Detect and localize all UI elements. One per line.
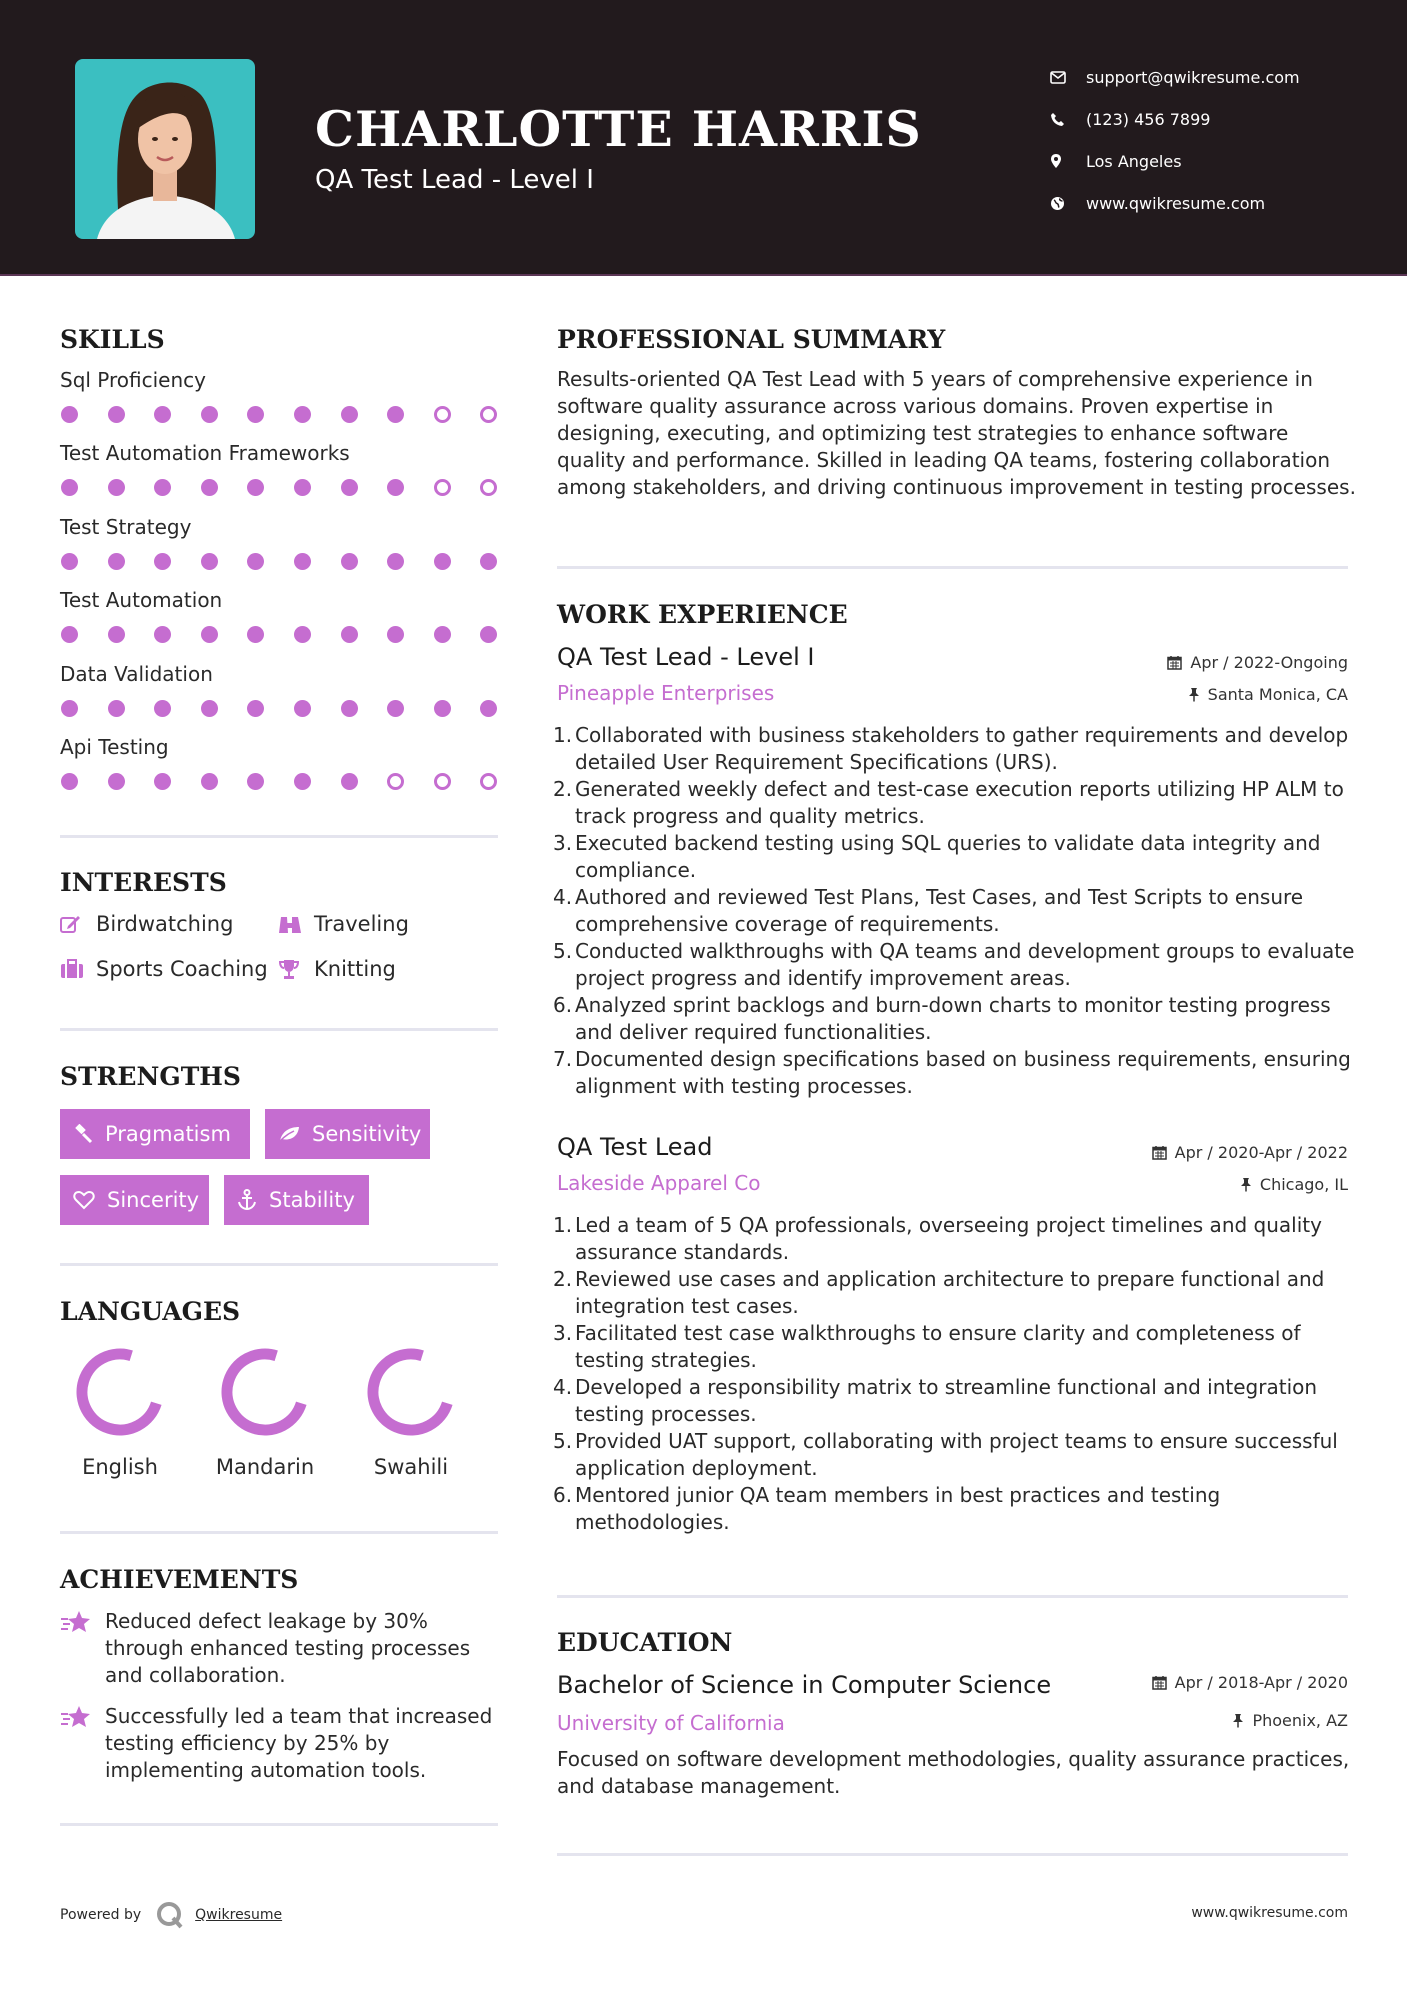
degree-title: Bachelor of Science in Computer Science — [557, 1671, 1052, 1699]
skills-heading: SKILLS — [60, 325, 165, 354]
rating-dot-filled — [154, 626, 171, 643]
rating-dot-filled — [247, 773, 264, 790]
school-name: University of California — [557, 1711, 785, 1735]
rating-dot-filled — [201, 626, 218, 643]
rating-dot-filled — [61, 553, 78, 570]
contact-email[interactable] — [1050, 56, 1380, 98]
envelope-icon — [1050, 71, 1086, 84]
rating-dot-empty — [480, 479, 497, 496]
rating-dot-filled — [294, 406, 311, 423]
rating-dot-filled — [108, 700, 125, 717]
leaf-icon — [278, 1125, 300, 1143]
education-heading: EDUCATION — [557, 1628, 733, 1657]
language-ring — [366, 1347, 456, 1437]
skill-label: Sql Proficiency — [60, 368, 206, 392]
rating-dot-filled — [294, 553, 311, 570]
section-divider — [60, 835, 498, 838]
job-location — [1188, 685, 1348, 704]
rating-dot-filled — [108, 553, 125, 570]
powered-by-text: Powered by — [60, 1907, 142, 1923]
skill-rating — [61, 626, 527, 643]
rating-dot-filled — [201, 479, 218, 496]
rating-dot-filled — [480, 553, 497, 570]
interest-item — [60, 912, 233, 936]
language-ring — [75, 1347, 165, 1437]
language-item — [351, 1347, 471, 1479]
rating-dot-filled — [247, 626, 264, 643]
achievement-item — [60, 1608, 500, 1689]
rating-dot-filled — [154, 773, 171, 790]
achievement-text: Successfully led a team that increased testing efficiency by 25% by implementing automation tools. — [105, 1704, 493, 1782]
shooting-star-icon — [60, 1608, 105, 1689]
education-location-text: Phoenix, AZ — [1252, 1711, 1348, 1730]
job-bullet: 2. Reviewed use cases and application architecture to prepare functional and integration test cases. — [553, 1267, 1325, 1318]
rating-dot-empty — [434, 406, 451, 423]
job-bullet: 3. Executed backend testing using SQL queries to validate data integrity and compliance. — [553, 831, 1321, 882]
section-divider — [557, 1853, 1348, 1856]
rating-dot-filled — [154, 553, 171, 570]
rating-dot-filled — [294, 479, 311, 496]
rating-dot-empty — [387, 773, 404, 790]
strength-tag — [60, 1175, 209, 1225]
rating-dot-filled — [247, 700, 264, 717]
rating-dot-empty — [434, 773, 451, 790]
contact-email-text: support@qwikresume.com — [1086, 67, 1300, 87]
skill-label: Test Automation — [60, 588, 223, 612]
summary-heading: PROFESSIONAL SUMMARY — [557, 325, 946, 354]
contact-location — [1050, 140, 1380, 182]
contact-location-text: Los Angeles — [1086, 151, 1182, 171]
job-bullet: 5. Conducted walkthroughs with QA teams and development groups to evaluate project progress and identify improvement areas. — [553, 939, 1355, 990]
achievements-heading: ACHIEVEMENTS — [60, 1565, 299, 1594]
skill-rating — [61, 553, 527, 570]
job-bullet: 2. Generated weekly defect and test-case execution reports utilizing HP ALM to track progress and quality metrics. — [553, 777, 1344, 828]
job-location-text: Chicago, IL — [1259, 1175, 1348, 1194]
job-bullet: 4. Developed a responsibility matrix to streamline functional and integration testing processes. — [553, 1375, 1318, 1426]
section-divider — [60, 1531, 498, 1534]
rating-dot-filled — [247, 479, 264, 496]
section-divider — [557, 1595, 1348, 1598]
rating-dot-filled — [201, 553, 218, 570]
strength-tag — [224, 1175, 369, 1225]
candidate-role: QA Test Lead - Level I — [315, 165, 594, 195]
job-bullet: 1. Collaborated with business stakeholders to gather requirements and develop detailed User Requirement Specifications (URS). — [553, 723, 1349, 774]
rating-dot-filled — [108, 406, 125, 423]
skill-rating — [61, 700, 527, 717]
job-bullet: 7. Documented design specifications based on business requirements, ensuring alignment with testing processes. — [553, 1047, 1351, 1098]
pencil-icon — [60, 914, 96, 934]
skill-rating — [61, 773, 527, 790]
company-name: Pineapple Enterprises — [557, 681, 775, 705]
interest-label: Knitting — [314, 957, 396, 981]
rating-dot-filled — [387, 700, 404, 717]
company-name: Lakeside Apparel Co — [557, 1171, 761, 1195]
rating-dot-filled — [154, 406, 171, 423]
skill-label: Data Validation — [60, 662, 213, 686]
job-bullet: 6. Analyzed sprint backlogs and burn-down charts to monitor testing progress and deliver required functionalities. — [553, 993, 1331, 1044]
rating-dot-filled — [61, 773, 78, 790]
rating-dot-filled — [61, 700, 78, 717]
rating-dot-filled — [387, 406, 404, 423]
profile-photo — [75, 59, 255, 239]
powered-by — [60, 1900, 282, 1930]
rating-dot-empty — [480, 773, 497, 790]
interest-label: Sports Coaching — [96, 957, 268, 981]
interests-heading: INTERESTS — [60, 868, 227, 897]
job-bullet: 4. Authored and reviewed Test Plans, Test Cases, and Test Scripts to ensure comprehensive coverage of requirements. — [553, 885, 1304, 936]
strength-label: Sincerity — [107, 1188, 200, 1212]
interest-item — [278, 957, 396, 981]
calendar-icon — [1152, 1675, 1167, 1690]
candidate-name: CHARLOTTE HARRIS — [315, 100, 922, 158]
rating-dot-filled — [154, 479, 171, 496]
rating-dot-filled — [341, 479, 358, 496]
job-location-text: Santa Monica, CA — [1207, 685, 1348, 704]
rating-dot-filled — [341, 626, 358, 643]
summary-text: Results-oriented QA Test Lead with 5 years of comprehensive experience in software quality assurance across various domains. Proven expertise in designing, executing, and optimizing test strategies to enhance software quality and performance. Skilled in leading QA teams, fostering collaboration among stakeholders, and driving continuous improvement in testing processes. — [557, 367, 1356, 499]
rating-dot-filled — [61, 479, 78, 496]
education-dates-text: Apr / 2018-Apr / 2020 — [1174, 1673, 1348, 1692]
rating-dot-empty — [434, 479, 451, 496]
job-bullets — [553, 1212, 1357, 1536]
rating-dot-filled — [434, 700, 451, 717]
job-bullet: 3. Facilitated test case walkthroughs to ensure clarity and completeness of testing strategies. — [553, 1321, 1301, 1372]
section-divider — [557, 566, 1348, 569]
rating-dot-filled — [247, 553, 264, 570]
experience-heading: WORK EXPERIENCE — [557, 600, 848, 629]
language-ring — [220, 1347, 310, 1437]
qwikresume-logo-icon — [155, 1900, 185, 1930]
rating-dot-filled — [108, 626, 125, 643]
job-title: QA Test Lead — [557, 1133, 713, 1161]
interest-label: Birdwatching — [96, 912, 234, 936]
rating-dot-filled — [108, 773, 125, 790]
job-location — [1240, 1175, 1348, 1194]
contact-website[interactable] — [1050, 182, 1380, 224]
language-label: Swahili — [373, 1455, 449, 1479]
job-dates-text: Apr / 2022-Ongoing — [1190, 653, 1348, 672]
job-dates-text: Apr / 2020-Apr / 2022 — [1174, 1143, 1348, 1162]
skill-rating — [61, 406, 527, 423]
globe-icon — [1050, 196, 1086, 211]
rating-dot-filled — [480, 700, 497, 717]
footer-url[interactable]: www.qwikresume.com — [1191, 1905, 1348, 1921]
strength-tag — [265, 1109, 430, 1159]
trophy-icon — [278, 958, 314, 980]
education-description: Focused on software development methodologies, quality assurance practices, and database management. — [557, 1747, 1350, 1798]
section-divider — [60, 1028, 498, 1031]
job-bullet: 6. Mentored junior QA team members in best practices and testing methodologies. — [553, 1483, 1221, 1534]
rating-dot-filled — [387, 479, 404, 496]
languages-heading: LANGUAGES — [60, 1297, 241, 1326]
strength-label: Pragmatism — [105, 1122, 231, 1146]
rating-dot-filled — [341, 773, 358, 790]
rating-dot-filled — [434, 553, 451, 570]
rating-dot-filled — [108, 479, 125, 496]
strengths-heading: STRENGTHS — [60, 1062, 241, 1091]
gavel-icon — [73, 1124, 93, 1144]
header-divider — [0, 274, 1407, 276]
calendar-icon — [1152, 1145, 1167, 1160]
achievement-text: Reduced defect leakage by 30% through enhanced testing processes and collaboration. — [105, 1609, 471, 1687]
binoculars-icon — [278, 914, 314, 934]
rating-dot-filled — [341, 700, 358, 717]
strength-tag — [60, 1109, 250, 1159]
pushpin-icon — [1240, 1177, 1252, 1192]
rating-dot-filled — [61, 626, 78, 643]
rating-dot-filled — [154, 700, 171, 717]
achievement-item — [60, 1703, 500, 1784]
rating-dot-filled — [480, 626, 497, 643]
rating-dot-filled — [247, 406, 264, 423]
contact-list — [1050, 56, 1380, 224]
rating-dot-filled — [294, 700, 311, 717]
skill-rating — [61, 479, 527, 496]
map-pin-icon — [1050, 153, 1086, 169]
resume-header — [0, 0, 1407, 276]
rating-dot-empty — [480, 406, 497, 423]
job-bullet: 1. Led a team of 5 QA professionals, overseeing project timelines and quality assurance standards. — [553, 1213, 1322, 1264]
pushpin-icon — [1188, 687, 1200, 702]
rating-dot-filled — [387, 553, 404, 570]
language-item — [205, 1347, 325, 1479]
skill-label: Test Strategy — [60, 515, 192, 539]
job-bullets — [553, 722, 1357, 1100]
education-dates — [1152, 1673, 1348, 1692]
job-dates — [1152, 1143, 1348, 1162]
rating-dot-filled — [201, 700, 218, 717]
rating-dot-filled — [61, 406, 78, 423]
job-dates — [1167, 653, 1348, 672]
brand-link[interactable]: Qwikresume — [195, 1907, 283, 1923]
contact-phone-text: (123) 456 7899 — [1086, 109, 1211, 129]
pushpin-icon — [1232, 1713, 1244, 1728]
language-item — [60, 1347, 180, 1479]
section-divider — [60, 1263, 498, 1266]
language-label: English — [82, 1455, 158, 1479]
job-bullet: 5. Provided UAT support, collaborating with project teams to ensure successful application deployment. — [553, 1429, 1338, 1480]
heart-icon — [73, 1190, 95, 1210]
calendar-icon — [1167, 655, 1182, 670]
strength-label: Sensitivity — [312, 1122, 422, 1146]
shooting-star-icon — [60, 1703, 105, 1784]
contact-website-text: www.qwikresume.com — [1086, 193, 1266, 213]
briefcase-icon — [60, 959, 96, 979]
skill-label: Test Automation Frameworks — [60, 441, 350, 465]
interest-label: Traveling — [314, 912, 409, 936]
phone-icon — [1050, 112, 1086, 127]
rating-dot-filled — [341, 406, 358, 423]
interest-item — [60, 957, 268, 981]
interest-item — [278, 912, 409, 936]
section-divider — [60, 1823, 498, 1826]
strength-label: Stability — [269, 1188, 355, 1212]
rating-dot-filled — [294, 773, 311, 790]
skill-label: Api Testing — [60, 735, 169, 759]
rating-dot-filled — [294, 626, 311, 643]
rating-dot-filled — [341, 553, 358, 570]
rating-dot-filled — [434, 626, 451, 643]
contact-phone[interactable] — [1050, 98, 1380, 140]
job-title: QA Test Lead - Level I — [557, 643, 815, 671]
rating-dot-filled — [387, 626, 404, 643]
rating-dot-filled — [201, 406, 218, 423]
rating-dot-filled — [201, 773, 218, 790]
education-location — [1232, 1711, 1348, 1730]
anchor-icon — [237, 1189, 257, 1211]
language-label: Mandarin — [215, 1455, 315, 1479]
